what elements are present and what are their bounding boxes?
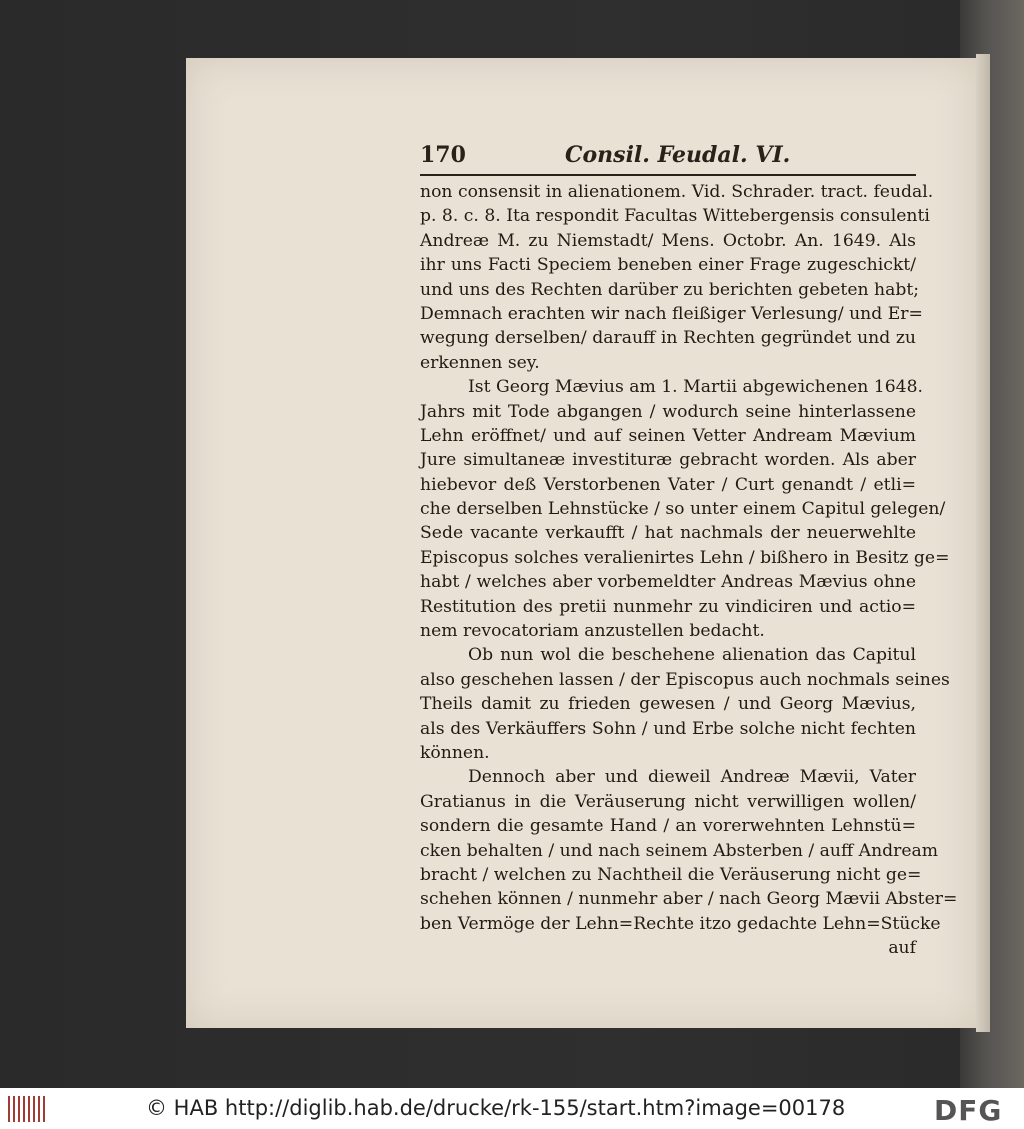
text-line: Demnach erachten wir nach fleißiger Verlesung/ und Er= (420, 303, 923, 324)
text-line: Jahrs mit Tode abgangen / wodurch seine hinterlassene (420, 401, 916, 422)
text-line: Sede vacante verkaufft / hat nachmals der neuerwehlte (420, 523, 916, 544)
page-number: 170 (420, 142, 466, 168)
text-line: habt / welches aber vorbemeldter Andreas Mævius ohne (420, 572, 916, 593)
body-text (420, 180, 958, 961)
text-line: Episcopus solches veralienirtes Lehn / bißhero in Besitz ge= (420, 547, 950, 568)
text-line: p. 8. c. 8. Ita respondit Facultas Wittebergensis consulenti (420, 206, 930, 227)
text-line: und uns des Rechten darüber zu berichten gebeten habt; (420, 279, 920, 300)
dfg-logo: DFG (934, 1094, 1003, 1127)
text-line: ben Vermöge der Lehn=Rechte itzo gedachte Lehn=Stücke (420, 913, 941, 934)
text-line: Lehn eröffnet/ und auf seinen Vetter Andream Mævium (420, 425, 916, 446)
text-line: als des Verkäuffers Sohn / und Erbe solche nicht fechten (420, 718, 916, 739)
page-edge (976, 54, 990, 1032)
text-line: Theils damit zu frieden gewesen / und Georg Mævius, (420, 694, 916, 715)
text-line: Jure simultaneæ investituræ gebracht worden. Als aber (420, 450, 916, 471)
copyright-link[interactable]: © HAB http://diglib.hab.de/drucke/rk-155/start.htm?image=00178 (146, 1096, 846, 1120)
text-line: Andreæ M. zu Niemstadt/ Mens. Octobr. An. 1649. Als (420, 230, 916, 251)
text-line: bracht / welchen zu Nachtheil die Veräuserung nicht ge= (420, 864, 922, 885)
text-line: Dennoch aber und dieweil Andreæ Mævii, Vater (468, 767, 916, 788)
text-line: Gratianus in die Veräuserung nicht verwilligen wollen/ (420, 791, 916, 812)
text-line: Ist Georg Mævius am 1. Martii abgewichenen 1648. (468, 377, 923, 398)
text-line: also geschehen lassen / der Episcopus auch nochmals seines (420, 669, 950, 690)
running-head (420, 142, 916, 176)
text-line: Ob nun wol die beschehene alienation das Capitul (468, 645, 916, 666)
text-line: können. (420, 742, 490, 763)
text-line: cken behalten / und nach seinem Absterben / auff Andream (420, 840, 939, 861)
catchword: auf (888, 938, 916, 959)
text-line: sondern die gesamte Hand / an vorerwehnten Lehnstü= (420, 816, 916, 837)
text-line: ihr uns Facti Speciem beneben einer Frage zugeschickt/ (420, 255, 916, 276)
head-rule (420, 174, 916, 176)
text-line: Restitution des pretii nunmehr zu vindiciren und actio= (420, 596, 916, 617)
running-title: Consil. Feudal. VI. (565, 142, 791, 168)
text-line: hiebevor deß Verstorbenen Vater / Curt genandt / etli= (420, 474, 916, 495)
text-line: wegung derselben/ darauff in Rechten gegründet und zu (420, 328, 916, 349)
text-line: che derselben Lehnstücke / so unter einem Capitul gelegen/ (420, 499, 946, 520)
text-line: schehen können / nunmehr aber / nach Georg Mævii Abster= (420, 889, 958, 910)
hab-barcode-logo-icon (8, 1096, 48, 1122)
text-line: erkennen sey. (420, 352, 540, 373)
text-line: non consensit in alienationem. Vid. Schrader. tract. feudal. (420, 182, 934, 202)
text-line: nem revocatoriam anzustellen bedacht. (420, 621, 765, 642)
footer-bar (0, 1088, 1024, 1129)
